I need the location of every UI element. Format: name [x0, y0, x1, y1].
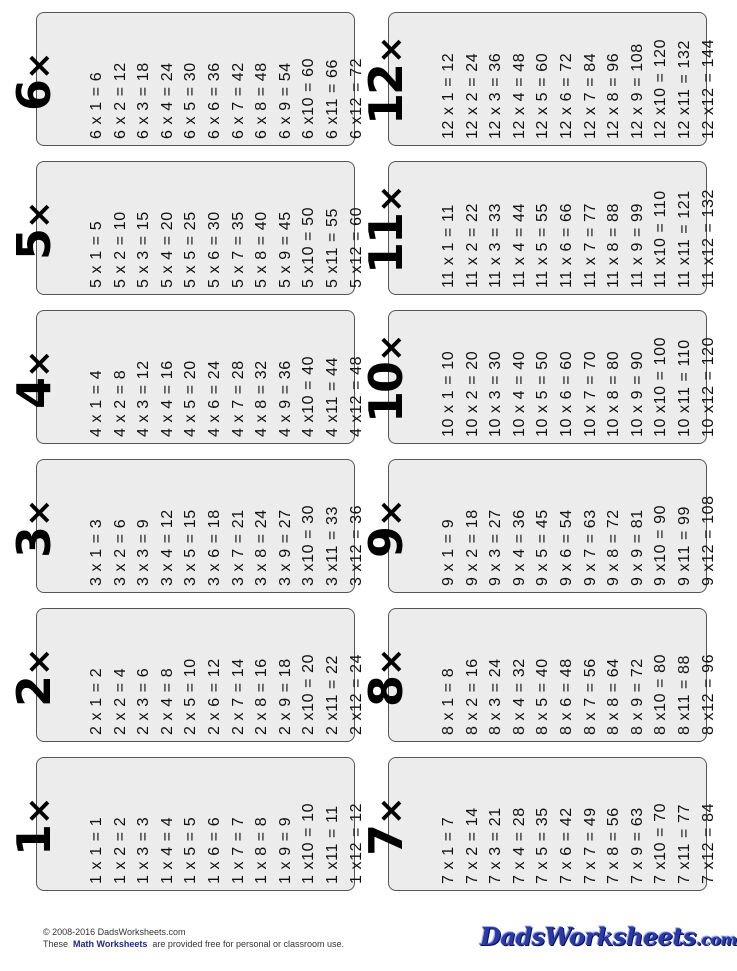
equation: 4 x 4 = 16 — [158, 360, 176, 437]
table-label-3 — [7, 500, 61, 558]
equation: 8 x 2 = 16 — [463, 658, 481, 735]
equation: 8 x 7 = 56 — [581, 658, 599, 735]
table-label-8 — [359, 649, 413, 707]
table-label-6 — [7, 53, 61, 111]
equation: 10 x 7 = 70 — [581, 350, 599, 437]
equation: 10 x 8 = 80 — [605, 350, 623, 437]
equation: 9 x 3 = 27 — [487, 509, 505, 586]
equation: 4 x11 = 44 — [324, 357, 341, 437]
equation: 4 x 9 = 36 — [276, 360, 294, 437]
math-worksheets-link[interactable]: Math Worksheets — [73, 939, 148, 949]
equation: 3 x 6 = 18 — [206, 509, 223, 586]
multiply-symbol: × — [371, 335, 411, 362]
equation: 4 x 5 = 20 — [182, 360, 200, 437]
equation: 11 x12 = 132 — [699, 189, 717, 288]
equation: 9 x10 = 90 — [652, 504, 670, 586]
equation: 9 x11 = 99 — [676, 506, 693, 586]
equation: 11 x 3 = 33 — [487, 202, 505, 288]
equation: 4 x10 = 40 — [300, 355, 318, 437]
equation: 7 x11 = 77 — [676, 804, 693, 884]
equation: 6 x11 = 66 — [324, 59, 341, 139]
equation: 4 x 6 = 24 — [206, 360, 223, 437]
equation: 8 x10 = 80 — [652, 653, 670, 735]
times-table-card-3 — [7, 459, 365, 593]
equation: 10 x12 = 120 — [699, 336, 717, 437]
equation: 11 x 5 = 55 — [534, 202, 552, 288]
table-label-10 — [359, 335, 413, 423]
table-label-5 — [7, 202, 61, 260]
equation: 5 x 9 = 45 — [276, 211, 294, 288]
equation: 10 x 3 = 30 — [487, 350, 505, 437]
footer-prefix: These — [43, 939, 69, 949]
table-label-2 — [7, 649, 61, 707]
table-label-9 — [359, 500, 413, 558]
equation: 5 x 4 = 20 — [158, 211, 176, 288]
equation: 1 x 8 = 8 — [253, 816, 271, 884]
table-label-12 — [359, 37, 413, 125]
equation: 7 x 7 = 49 — [581, 807, 599, 884]
equation: 6 x 7 = 42 — [229, 62, 247, 139]
times-table-card-2 — [7, 608, 365, 742]
equation: 12 x 2 = 24 — [463, 52, 481, 139]
equation: 7 x 9 = 63 — [628, 807, 646, 884]
equation: 2 x 4 = 8 — [158, 667, 176, 735]
equation: 7 x 4 = 28 — [510, 807, 528, 884]
equation: 9 x 4 = 36 — [510, 509, 528, 586]
equation: 3 x12 = 36 — [347, 504, 365, 586]
equation: 8 x 5 = 40 — [534, 658, 552, 735]
times-table-card-4 — [7, 310, 365, 444]
equation: 1 x12 = 12 — [347, 802, 365, 884]
equation: 8 x12 = 96 — [699, 653, 717, 735]
equation: 8 x 6 = 48 — [558, 658, 575, 735]
equation: 9 x12 = 108 — [699, 495, 717, 586]
equation: 3 x 4 = 12 — [158, 509, 176, 586]
equation: 9 x 2 = 18 — [463, 509, 481, 586]
equation: 4 x 7 = 28 — [229, 360, 247, 437]
table-label-11 — [359, 186, 413, 274]
equation: 2 x12 = 24 — [347, 653, 365, 735]
equation: 1 x 3 = 3 — [135, 816, 153, 884]
copyright-text: © 2008-2016 DadsWorksheets.com — [43, 927, 186, 937]
logo-suffix: .com — [696, 930, 737, 949]
equation: 7 x10 = 70 — [652, 802, 670, 884]
equation: 11 x 4 = 44 — [510, 202, 528, 288]
equation: 9 x 7 = 63 — [581, 509, 599, 586]
equation: 10 x 1 = 10 — [440, 350, 457, 437]
equation: 10 x 6 = 60 — [558, 350, 575, 437]
equation: 5 x 3 = 15 — [135, 211, 153, 288]
table-number: 11 — [359, 213, 413, 274]
equation: 6 x 6 = 36 — [206, 62, 223, 139]
equation: 5 x 2 = 10 — [111, 211, 129, 288]
equation: 3 x 9 = 27 — [276, 509, 294, 586]
table-label-4 — [7, 351, 61, 409]
multiply-symbol: × — [19, 500, 59, 527]
equation: 12 x 8 = 96 — [605, 52, 623, 139]
equation: 6 x 5 = 30 — [182, 62, 200, 139]
equation: 7 x 2 = 14 — [463, 807, 481, 884]
table-number: 12 — [359, 64, 413, 125]
equation: 1 x11 = 11 — [324, 805, 341, 884]
multiply-symbol: × — [371, 500, 411, 527]
equation: 11 x10 = 110 — [652, 190, 670, 288]
equation: 11 x 8 = 88 — [605, 202, 623, 288]
equation: 12 x 7 = 84 — [581, 52, 599, 139]
multiply-symbol: × — [371, 798, 411, 825]
footer-suffix: are provided free for personal or classroom use. — [152, 939, 344, 949]
equation: 6 x 2 = 12 — [111, 62, 129, 139]
times-table-card-6 — [7, 12, 365, 146]
footer — [43, 926, 344, 950]
equation: 6 x 3 = 18 — [135, 62, 153, 139]
equation: 7 x 5 = 35 — [534, 807, 552, 884]
equation: 4 x 2 = 8 — [111, 369, 129, 437]
equation: 2 x 7 = 14 — [229, 658, 247, 735]
multiply-symbol: × — [371, 186, 411, 213]
equation: 6 x12 = 72 — [347, 57, 365, 139]
equation: 3 x10 = 30 — [300, 504, 318, 586]
equation: 1 x 9 = 9 — [276, 816, 294, 884]
equation: 3 x 3 = 9 — [135, 518, 153, 586]
equation: 3 x 5 = 15 — [182, 509, 200, 586]
equation: 12 x 9 = 108 — [628, 43, 646, 139]
multiply-symbol: × — [19, 649, 59, 676]
times-table-card-8 — [359, 608, 717, 742]
equation: 12 x12 = 144 — [699, 38, 717, 139]
equation: 9 x 6 = 54 — [558, 509, 575, 586]
equation: 9 x 9 = 81 — [628, 509, 646, 586]
equation: 12 x11 = 132 — [676, 40, 693, 139]
table-number: 2 — [7, 676, 61, 707]
table-number: 6 — [7, 80, 61, 111]
table-number: 4 — [7, 378, 61, 409]
equation: 9 x 8 = 72 — [605, 509, 623, 586]
equation: 10 x11 = 110 — [676, 339, 693, 437]
equation: 7 x12 = 84 — [699, 802, 717, 884]
dadsworksheets-logo[interactable] — [480, 917, 737, 957]
equation: 4 x 8 = 32 — [253, 360, 271, 437]
equation: 12 x 6 = 72 — [558, 52, 575, 139]
table-number: 3 — [7, 527, 61, 558]
equation: 2 x 8 = 16 — [253, 658, 271, 735]
equation: 8 x 4 = 32 — [510, 658, 528, 735]
times-table-card-9 — [359, 459, 717, 593]
equation: 11 x11 = 121 — [676, 190, 693, 288]
equation: 11 x 9 = 99 — [628, 202, 646, 288]
equation: 2 x11 = 22 — [324, 655, 341, 735]
equation: 8 x11 = 88 — [676, 655, 693, 735]
equation: 3 x11 = 33 — [324, 506, 341, 586]
equation: 3 x 2 = 6 — [111, 518, 129, 586]
table-number: 9 — [359, 527, 413, 558]
equation: 4 x 3 = 12 — [135, 360, 153, 437]
equation: 12 x 4 = 48 — [510, 52, 528, 139]
equation: 2 x 1 = 2 — [88, 667, 105, 735]
equation: 8 x 9 = 72 — [628, 658, 646, 735]
times-table-card-10 — [359, 310, 717, 444]
equation: 6 x 9 = 54 — [276, 62, 294, 139]
equation: 10 x 2 = 20 — [463, 350, 481, 437]
equation: 5 x 6 = 30 — [206, 211, 223, 288]
equation: 12 x 1 = 12 — [440, 52, 457, 139]
equation: 12 x 5 = 60 — [534, 52, 552, 139]
footer-line — [43, 938, 344, 950]
equation: 6 x 4 = 24 — [158, 62, 176, 139]
equation: 10 x 4 = 40 — [510, 350, 528, 437]
equation: 5 x11 = 55 — [324, 208, 341, 288]
equation: 2 x 2 = 4 — [111, 667, 129, 735]
equation: 1 x 2 = 2 — [111, 816, 129, 884]
equation: 5 x10 = 50 — [300, 206, 318, 288]
equation: 1 x10 = 10 — [300, 802, 318, 884]
equation: 3 x 1 = 3 — [88, 518, 105, 586]
multiply-symbol: × — [19, 798, 59, 825]
multiply-symbol: × — [19, 53, 59, 80]
equation: 5 x 1 = 5 — [88, 220, 105, 288]
equation: 1 x 5 = 5 — [182, 816, 200, 884]
equation: 7 x 1 = 7 — [440, 816, 457, 884]
equation: 1 x 4 = 4 — [158, 816, 176, 884]
equation: 2 x 5 = 10 — [182, 658, 200, 735]
equation: 5 x12 = 60 — [347, 206, 365, 288]
equation: 8 x 3 = 24 — [487, 658, 505, 735]
table-number: 5 — [7, 229, 61, 260]
equation: 7 x 3 = 21 — [487, 807, 505, 884]
equation: 1 x 1 = 1 — [88, 816, 105, 884]
multiply-symbol: × — [19, 202, 59, 229]
equation: 6 x10 = 60 — [300, 57, 318, 139]
table-label-7 — [359, 798, 413, 856]
equation: 10 x10 = 100 — [652, 336, 670, 437]
equation: 5 x 7 = 35 — [229, 211, 247, 288]
equation: 3 x 8 = 24 — [253, 509, 271, 586]
multiply-symbol: × — [19, 351, 59, 378]
times-table-card-12 — [359, 12, 717, 146]
equation: 9 x 1 = 9 — [440, 518, 457, 586]
equation: 12 x10 = 120 — [652, 38, 670, 139]
equation: 11 x 1 = 11 — [440, 204, 457, 288]
equation: 12 x 3 = 36 — [487, 52, 505, 139]
multiply-symbol: × — [371, 649, 411, 676]
equation: 11 x 7 = 77 — [581, 202, 599, 288]
table-label-1 — [7, 798, 61, 856]
equation: 1 x 7 = 7 — [229, 816, 247, 884]
times-table-card-11 — [359, 161, 717, 295]
equation: 5 x 5 = 25 — [182, 211, 200, 288]
equation: 8 x 8 = 64 — [605, 658, 623, 735]
table-number: 10 — [359, 362, 413, 423]
equation: 8 x 1 = 8 — [440, 667, 457, 735]
equation: 10 x 5 = 50 — [534, 350, 552, 437]
equation: 1 x 6 = 6 — [206, 816, 223, 884]
table-number: 8 — [359, 676, 413, 707]
equation: 2 x 6 = 12 — [206, 658, 223, 735]
equation: 2 x10 = 20 — [300, 653, 318, 735]
times-table-card-1 — [7, 757, 365, 891]
multiply-symbol: × — [371, 37, 411, 64]
equation: 11 x 2 = 22 — [463, 202, 481, 288]
equation: 11 x 6 = 66 — [558, 202, 575, 288]
equation: 7 x 8 = 56 — [605, 807, 623, 884]
times-table-card-5 — [7, 161, 365, 295]
table-number: 1 — [7, 825, 61, 856]
equation: 2 x 9 = 18 — [276, 658, 294, 735]
equation: 6 x 1 = 6 — [88, 71, 105, 139]
equation: 7 x 6 = 42 — [558, 807, 575, 884]
equation: 6 x 8 = 48 — [253, 62, 271, 139]
equation: 10 x 9 = 90 — [628, 350, 646, 437]
equation: 3 x 7 = 21 — [229, 509, 247, 586]
table-number: 7 — [359, 825, 413, 856]
equation: 4 x 1 = 4 — [88, 369, 105, 437]
logo-text: DadsWorksheets — [480, 922, 697, 951]
times-table-card-7 — [359, 757, 717, 891]
equation: 4 x12 = 48 — [347, 355, 365, 437]
equation: 5 x 8 = 40 — [253, 211, 271, 288]
equation: 2 x 3 = 6 — [135, 667, 153, 735]
equation: 9 x 5 = 45 — [534, 509, 552, 586]
